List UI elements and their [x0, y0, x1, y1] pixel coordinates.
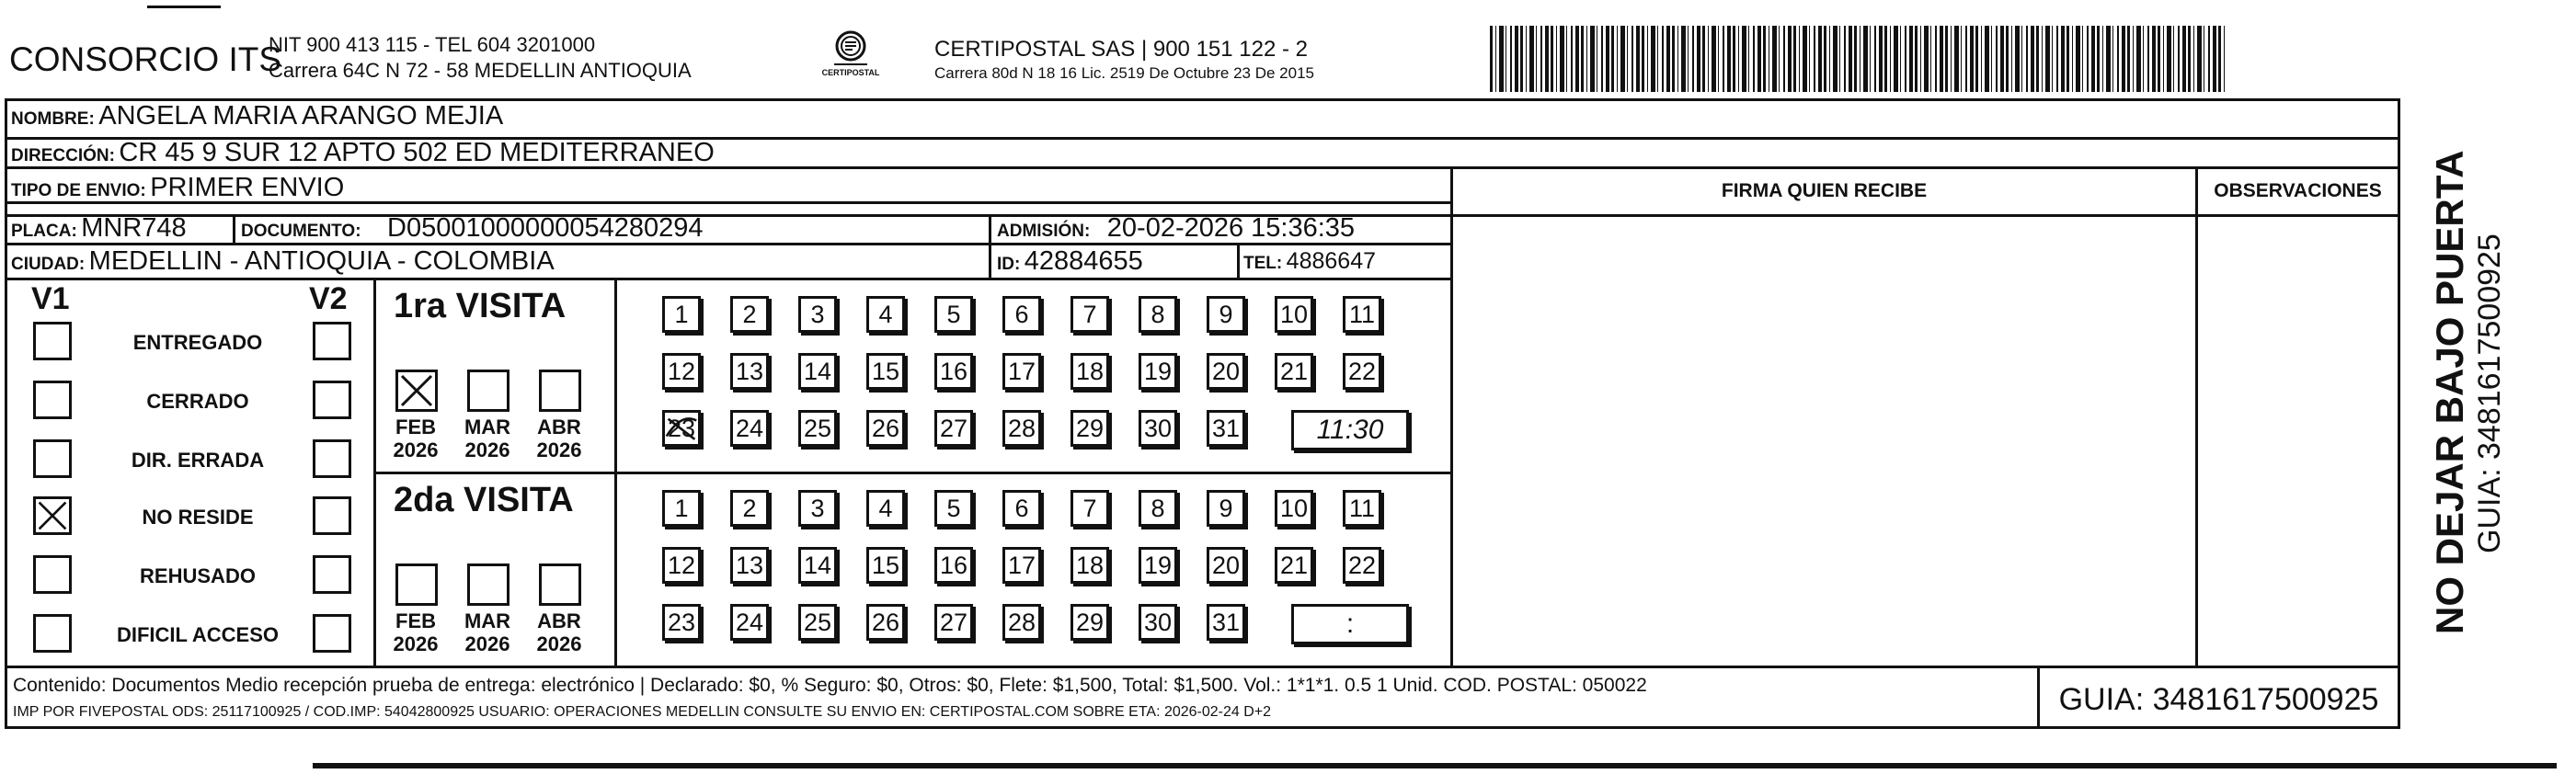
day-box-27[interactable]: 27: [934, 604, 973, 641]
direccion-label: DIRECCIÓN:: [11, 146, 115, 165]
day-cross-mark: [665, 413, 698, 444]
top-stub-line: [147, 6, 221, 8]
day-box-9[interactable]: 9: [1207, 490, 1245, 527]
day-box-3[interactable]: 3: [798, 490, 837, 527]
status-v1-checkbox-dificil-acceso[interactable]: [33, 614, 72, 653]
day-box-12[interactable]: 12: [662, 547, 701, 584]
certipostal-logo: [814, 28, 887, 85]
status-v1-checkbox-entregado[interactable]: [33, 322, 72, 360]
status-label-dir-errada: DIR. ERRADA: [131, 449, 265, 472]
footer-guia: GUIA: 3481617500925: [2058, 682, 2379, 717]
day-box-21[interactable]: 21: [1275, 547, 1313, 584]
observaciones-area[interactable]: [2200, 217, 2396, 664]
firma-area[interactable]: [1455, 217, 2193, 664]
ciudad-row: [11, 246, 555, 277]
month-name: FEB: [395, 415, 436, 438]
day-box-18[interactable]: 18: [1070, 547, 1109, 584]
day-box-1[interactable]: 1: [662, 296, 701, 333]
tel-row: [1243, 248, 1376, 275]
visit-title: 1ra VISITA: [394, 287, 567, 325]
carrier-name: CERTIPOSTAL SAS | 900 151 122 - 2: [934, 37, 1308, 62]
day-box-12[interactable]: 12: [662, 353, 701, 390]
ciudad-value: MEDELLIN - ANTIOQUIA - COLOMBIA: [88, 246, 555, 276]
status-label-dificil-acceso: DIFICIL ACCESO: [116, 623, 279, 646]
day-box-2[interactable]: 2: [730, 296, 769, 333]
month-checkbox-feb[interactable]: [395, 563, 438, 606]
month-name: ABR: [537, 415, 581, 438]
month-year: 2026: [393, 632, 439, 655]
status-v2-checkbox-entregado[interactable]: [313, 322, 351, 360]
status-v1-checkbox-no-reside[interactable]: [33, 496, 72, 535]
form-shadow-bottom: [313, 763, 2557, 768]
status-v2-checkbox-no-reside[interactable]: [313, 496, 351, 535]
day-box-18[interactable]: 18: [1070, 353, 1109, 390]
day-box-29[interactable]: 29: [1070, 604, 1109, 641]
footer-line-2: IMP POR FIVEPOSTAL ODS: 25117100925 / COD.IMP: 54042800925 USUARIO: OPERACIONES MEDELLIN CONSULTE SU ENVIO EN: CERTIPOSTAL.COM SOBRE ETA: 2026-02-24 D+2: [13, 704, 1272, 720]
month-year: 2026: [464, 438, 510, 461]
day-box-14[interactable]: 14: [798, 547, 837, 584]
day-box-3[interactable]: 3: [798, 296, 837, 333]
direccion-value: CR 45 9 SUR 12 APTO 502 ED MEDITERRANEO: [119, 138, 715, 167]
tel-label: TEL:: [1243, 254, 1283, 273]
day-box-13[interactable]: 13: [730, 353, 769, 390]
id-label: ID:: [997, 255, 1021, 274]
day-box-5[interactable]: 5: [934, 296, 973, 333]
day-box-28[interactable]: 28: [1002, 410, 1041, 447]
day-box-20[interactable]: 20: [1207, 547, 1245, 584]
placa-label: PLACA:: [11, 222, 77, 241]
day-box-16[interactable]: 16: [934, 353, 973, 390]
day-box-21[interactable]: 21: [1275, 353, 1313, 390]
day-box-11[interactable]: 11: [1343, 490, 1381, 527]
month-label-mar: [460, 609, 515, 655]
status-v1-checkbox-dir-errada[interactable]: [33, 439, 72, 478]
day-box-15[interactable]: 15: [866, 547, 905, 584]
logo-caption: CERTIPOSTAL: [821, 68, 880, 77]
firma-label: FIRMA QUIEN RECIBE: [1721, 180, 1928, 201]
day-box-28[interactable]: 28: [1002, 604, 1041, 641]
day-box-13[interactable]: 13: [730, 547, 769, 584]
month-label-feb: [388, 415, 443, 461]
day-box-9[interactable]: 9: [1207, 296, 1245, 333]
day-box-17[interactable]: 17: [1002, 353, 1041, 390]
day-box-19[interactable]: 19: [1139, 547, 1177, 584]
status-v2-checkbox-cerrado[interactable]: [313, 381, 351, 419]
day-box-7[interactable]: 7: [1070, 296, 1109, 333]
day-box-4[interactable]: 4: [866, 490, 905, 527]
day-box-15[interactable]: 15: [866, 353, 905, 390]
placa-value: MNR748: [81, 213, 187, 243]
carrier-address: Carrera 80d N 18 16 Lic. 2519 De Octubre 23 De 2015: [934, 64, 1314, 82]
day-box-23[interactable]: 23: [662, 410, 701, 447]
v2-header: V2: [309, 281, 348, 316]
nombre-row: [11, 101, 503, 131]
status-label-rehusado: REHUSADO: [140, 564, 256, 587]
month-checkbox-abr[interactable]: [539, 370, 581, 412]
company-name: CONSORCIO ITS: [9, 40, 282, 78]
day-box-26[interactable]: 26: [866, 604, 905, 641]
status-v2-checkbox-dificil-acceso[interactable]: [313, 614, 351, 653]
admision-row: [997, 213, 1355, 244]
tipo-envio-row: [11, 173, 344, 203]
day-box-10[interactable]: 10: [1275, 490, 1313, 527]
day-box-26[interactable]: 26: [866, 410, 905, 447]
v1-header: V1: [31, 281, 70, 316]
certipostal-logo-icon: [814, 28, 887, 72]
month-checkbox-mar[interactable]: [467, 370, 509, 412]
day-box-5[interactable]: 5: [934, 490, 973, 527]
company-address: Carrera 64C N 72 - 58 MEDELLIN ANTIOQUIA: [269, 59, 692, 82]
day-box-11[interactable]: 11: [1343, 296, 1381, 333]
month-label-feb: [388, 609, 443, 655]
visit-time-field[interactable]: 11:30: [1291, 410, 1409, 450]
placa-row: [11, 213, 187, 244]
admision-label: ADMISIÓN:: [997, 222, 1091, 241]
day-box-20[interactable]: 20: [1207, 353, 1245, 390]
day-box-19[interactable]: 19: [1139, 353, 1177, 390]
month-checkbox-feb[interactable]: [395, 370, 438, 412]
day-box-24[interactable]: 24: [730, 604, 769, 641]
day-box-25[interactable]: 25: [798, 604, 837, 641]
status-v2-checkbox-rehusado[interactable]: [313, 555, 351, 594]
status-v1-checkbox-rehusado[interactable]: [33, 555, 72, 594]
day-box-27[interactable]: 27: [934, 410, 973, 447]
side-warning: NO DEJAR BAJO PUERTA: [2428, 150, 2471, 634]
status-v1-checkbox-cerrado[interactable]: [33, 381, 72, 419]
id-value: 42884655: [1024, 246, 1143, 276]
tipo-envio-value: PRIMER ENVIO: [150, 173, 345, 202]
day-box-1[interactable]: 1: [662, 490, 701, 527]
tel-value: 4886647: [1286, 248, 1376, 274]
tipo-envio-label: TIPO DE ENVIO:: [11, 181, 146, 200]
month-label-abr: [532, 415, 587, 461]
status-label-cerrado: CERRADO: [146, 390, 249, 413]
day-box-30[interactable]: 30: [1139, 410, 1177, 447]
month-checkbox-abr[interactable]: [539, 563, 581, 606]
month-label-abr: [532, 609, 587, 655]
admision-value: 20-02-2026 15:36:35: [1106, 213, 1356, 243]
day-box-8[interactable]: 8: [1139, 490, 1177, 527]
side-guia: GUIA: 3481617500925: [2472, 233, 2507, 553]
month-checkbox-mar[interactable]: [467, 563, 509, 606]
month-name: ABR: [537, 609, 581, 632]
month-name: MAR: [464, 609, 511, 632]
month-year: 2026: [536, 632, 582, 655]
day-box-8[interactable]: 8: [1139, 296, 1177, 333]
day-box-14[interactable]: 14: [798, 353, 837, 390]
visit-title: 2da VISITA: [394, 481, 574, 519]
status-label-no-reside: NO RESIDE: [142, 506, 254, 529]
day-box-29[interactable]: 29: [1070, 410, 1109, 447]
status-v2-checkbox-dir-errada[interactable]: [313, 439, 351, 478]
observaciones-label: OBSERVACIONES: [2214, 180, 2382, 201]
month-name: MAR: [464, 415, 511, 438]
documento-label: DOCUMENTO:: [241, 222, 361, 241]
month-name: FEB: [395, 609, 436, 632]
day-box-6[interactable]: 6: [1002, 490, 1041, 527]
month-year: 2026: [393, 438, 439, 461]
barcode: [1490, 26, 2226, 92]
nombre-label: NOMBRE:: [11, 109, 95, 129]
day-box-25[interactable]: 25: [798, 410, 837, 447]
day-box-30[interactable]: 30: [1139, 604, 1177, 641]
documento-value: D05001000000054280294: [387, 213, 704, 243]
day-box-10[interactable]: 10: [1275, 296, 1313, 333]
footer-line-1: Contenido: Documentos Medio recepción prueba de entrega: electrónico | Declarado: $0, % Seguro: $0, Otros: $0, Flete: $1,500, Total: $1,500. Vol.: 1*1*1. 0.5 1 Unid. COD. POSTAL: 050022: [13, 675, 1647, 696]
day-box-23[interactable]: 23: [662, 604, 701, 641]
day-box-17[interactable]: 17: [1002, 547, 1041, 584]
day-box-4[interactable]: 4: [866, 296, 905, 333]
month-label-mar: [460, 415, 515, 461]
ciudad-label: CIUDAD:: [11, 255, 86, 274]
day-box-31[interactable]: 31: [1207, 604, 1245, 641]
status-label-entregado: ENTREGADO: [132, 331, 263, 354]
day-box-2[interactable]: 2: [730, 490, 769, 527]
documento-row: [241, 213, 704, 244]
nombre-value: ANGELA MARIA ARANGO MEJIA: [98, 101, 504, 131]
day-box-22[interactable]: 22: [1343, 353, 1381, 390]
month-year: 2026: [536, 438, 582, 461]
day-box-22[interactable]: 22: [1343, 547, 1381, 584]
company-nit: NIT 900 413 115 - TEL 604 3201000: [269, 33, 596, 56]
day-box-7[interactable]: 7: [1070, 490, 1109, 527]
id-row: [997, 246, 1143, 277]
month-year: 2026: [464, 632, 510, 655]
day-box-31[interactable]: 31: [1207, 410, 1245, 447]
day-box-16[interactable]: 16: [934, 547, 973, 584]
direccion-row: [11, 138, 715, 168]
visit-time-field[interactable]: :: [1291, 604, 1409, 644]
day-box-24[interactable]: 24: [730, 410, 769, 447]
day-box-6[interactable]: 6: [1002, 296, 1041, 333]
